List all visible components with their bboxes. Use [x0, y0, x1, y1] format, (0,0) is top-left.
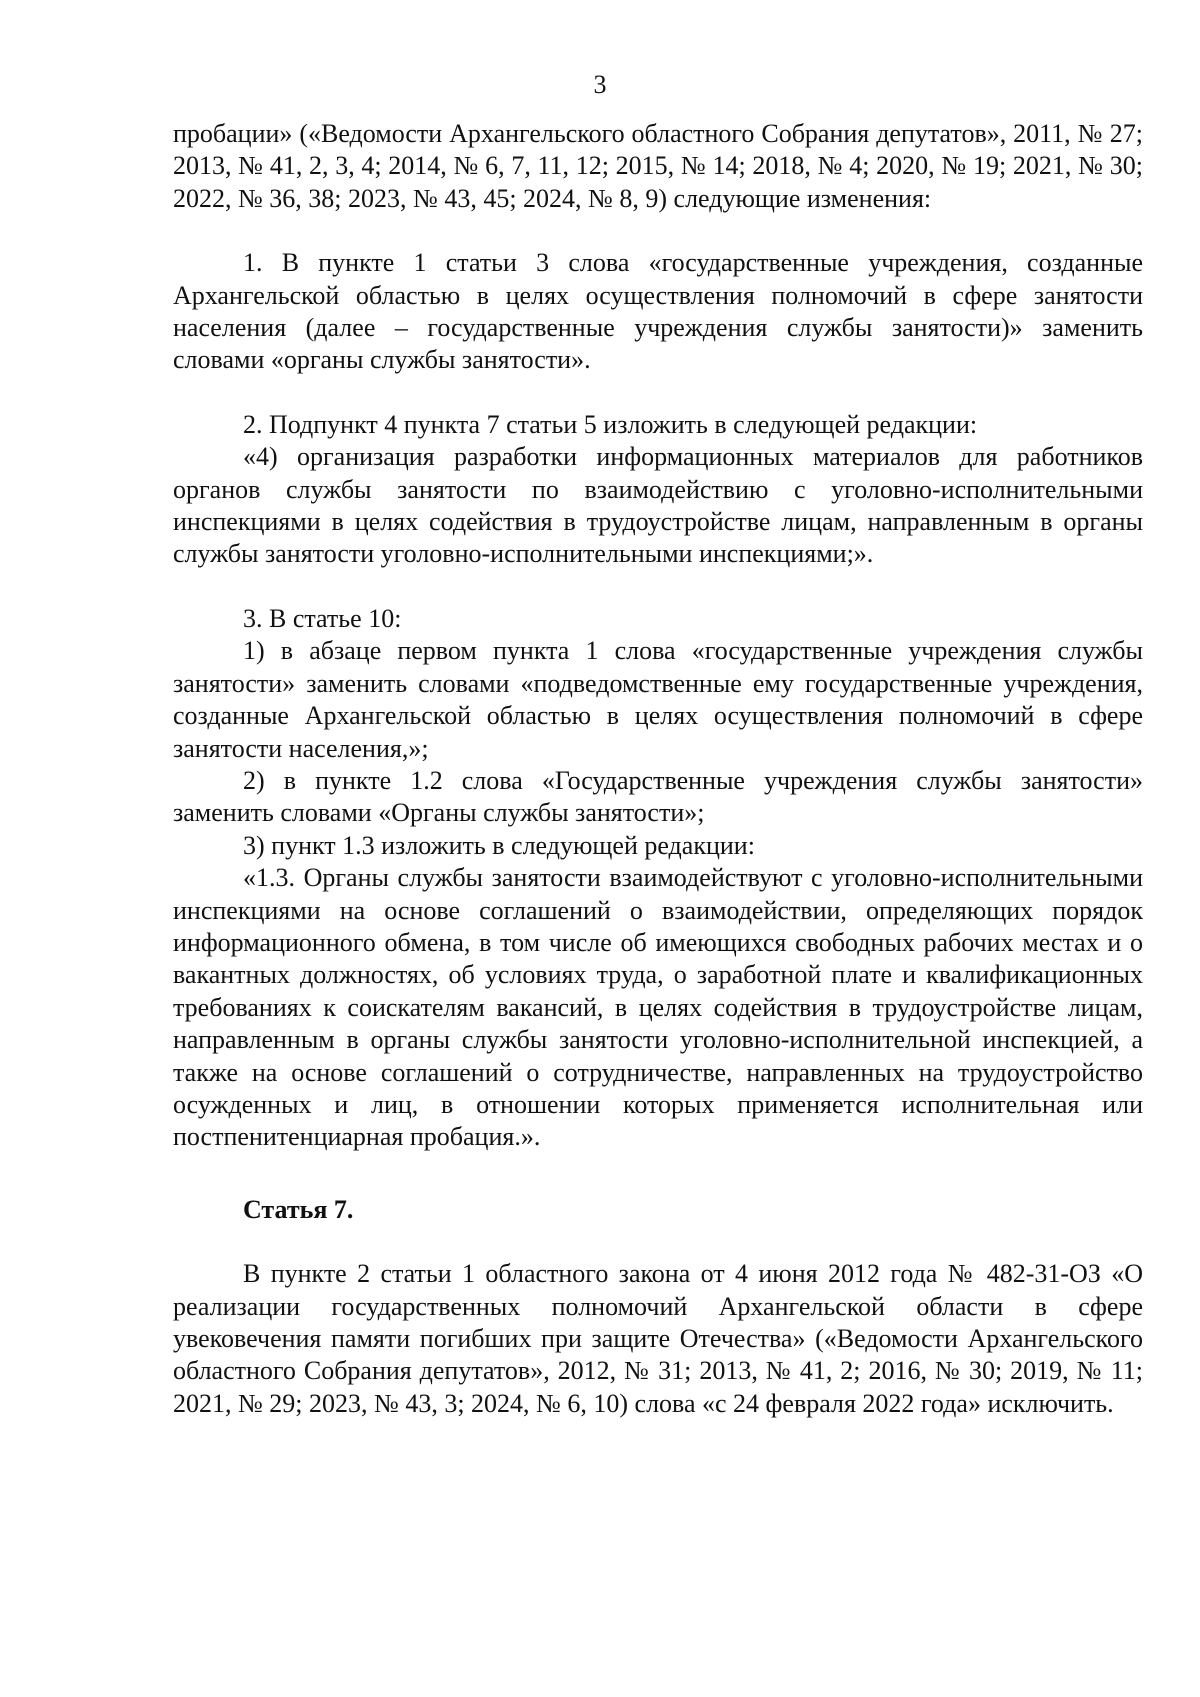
amendment-item-3-3-text: «1.3. Органы службы занятости взаимодействуют с уголовно-исполнительными инспекциями на основе соглашений о взаимодействии, определяющих порядок информационного обмена, в том числе об имеющихся свободных рабочих местах и о вакантных должностях, об условиях труда, о заработной плате и квалификационных требованиях к соискателям вакансий, в целях содействия в трудоустройстве лицам, направленным в органы службы занятости уголовно-исполнительной инспекцией, а также на основе соглашений о сотрудничестве, направленных на трудоустройство осужденных и лиц, в отношении которых применяется исполнительная или постпенитенциарная пробация.».	[173, 863, 1143, 1152]
page-number: 3	[593, 70, 607, 99]
amendment-item-3-1: 1) в абзаце первом пункта 1 слова «государственные учреждения службы занятости» заменить словами «подведомственные ему государственные учреждения, созданные Архангельской областью в целях осуществления полномочий в сфере занятости населения,»;	[173, 636, 1143, 763]
amendment-item-3: 3. В статье 10:	[243, 603, 402, 633]
amendment-item-3-2: 2) в пункте 1.2 слова «Государственные учреждения службы занятости» заменить словами «Органы службы занятости»;	[173, 765, 1143, 828]
article-7-heading: Статья 7.	[243, 1194, 354, 1224]
amendment-item-2-text: «4) организация разработки информационных материалов для работников органов службы занятости по взаимодействию с уголовно-исполнительными инспекциями в целях содействия в трудоустройстве лицам, направленным в органы службы занятости уголовно-исполнительными инспекциями;».	[173, 442, 1143, 569]
amendment-item-3-3: 3) пункт 1.3 изложить в следующей редакции:	[243, 830, 755, 860]
amendment-item-2: 2. Подпункт 4 пункта 7 статьи 5 изложить в следующей редакции:	[243, 409, 978, 439]
article-7-paragraph: В пункте 2 статьи 1 областного закона от 4 июня 2012 года № 482-31-ОЗ «О реализации государственных полномочий Архангельской области в сфере увековечения памяти погибших при защите Отечества» («Ведомости Архангельского областного Собрания депутатов», 2012, № 31; 2013, № 41, 2; 2016, № 30; 2019, № 11; 2021, № 29; 2023, № 43, 3; 2024, № 6, 10) слова «с 24 февраля 2022 года» исключить.	[173, 1259, 1143, 1418]
document-body	[173, 118, 1143, 1420]
amendment-item-1: 1. В пункте 1 статьи 3 слова «государственные учреждения, созданные Архангельской областью в целях осуществления полномочий в сфере занятости населения (далее – государственные учреждения службы занятости)» заменить словами «органы службы занятости».	[173, 248, 1143, 375]
intro-paragraph: пробации» («Ведомости Архангельского областного Собрания депутатов», 2011, № 27; 2013, № 41, 2, 3, 4; 2014, № 6, 7, 11, 12; 2015, № 14; 2018, № 4; 2020, № 19; 2021, № 30; 2022, № 36, 38; 2023, № 43, 45; 2024, № 8, 9) следующие изменения:	[173, 119, 1143, 213]
